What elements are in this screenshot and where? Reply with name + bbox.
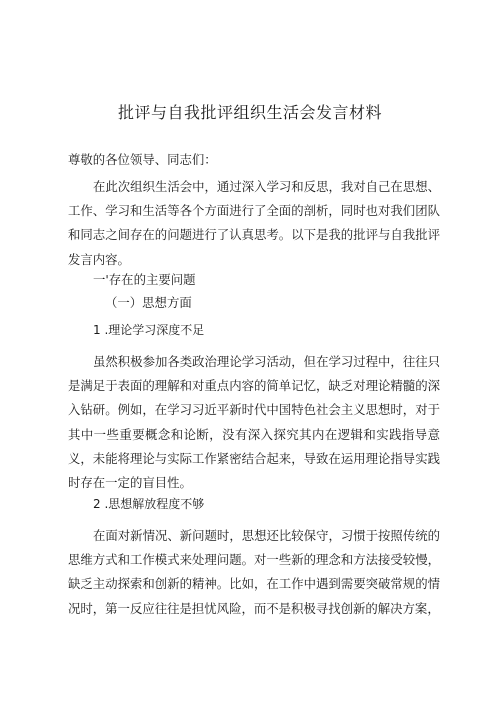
greeting: 尊敬的各位领导、同志们： xyxy=(68,152,217,167)
subsection-heading-1: （一）思想方面 xyxy=(105,295,192,310)
item-body-1: 虽然积极参加各类政治理论学习活动，但在学习过程中，往往只是满足于表面的理解和对重点内容的简单记忆，缺乏对理论精髓的深入钻研。例如，在学习习近平新时代中国特色社会主义思想时，对于其中一些重要概念和论断，没有深入探究其内在逻辑和实践指导意义，未能将理论与实际工作紧密结合起来，导致在运用理论指导实践时存在一定的盲目性。 xyxy=(68,354,440,491)
item-heading-1: 1 .理论学习深度不足 xyxy=(93,323,205,337)
item-heading-2: 2 .思想解放程度不够 xyxy=(93,497,205,511)
item-body-2: 在面对新情况、新问题时，思想还比较保守，习惯于按照传统的思维方式和工作模式来处理问题。对一些新的理念和方法接受较慢，缺乏主动探索和创新的精神。比如，在工作中遇到需要突破常规的情况时，第一反应往往是担忧风险，而不是积极寻找创新的解决方案， xyxy=(68,528,440,616)
document-title: 批评与自我批评组织生活会发言材料 xyxy=(117,103,382,122)
section-heading-1: 一'存在的主要问题 xyxy=(93,272,196,287)
intro-paragraph: 在此次组织生活会中，通过深入学习和反思，我对自己在思想、工作、学习和生活等各个方面进行了全面的剖析，同时也对我们团队和同志之间存在的问题进行了认真思考。以下是我的批评与自我批评发言内容。 xyxy=(68,179,440,267)
